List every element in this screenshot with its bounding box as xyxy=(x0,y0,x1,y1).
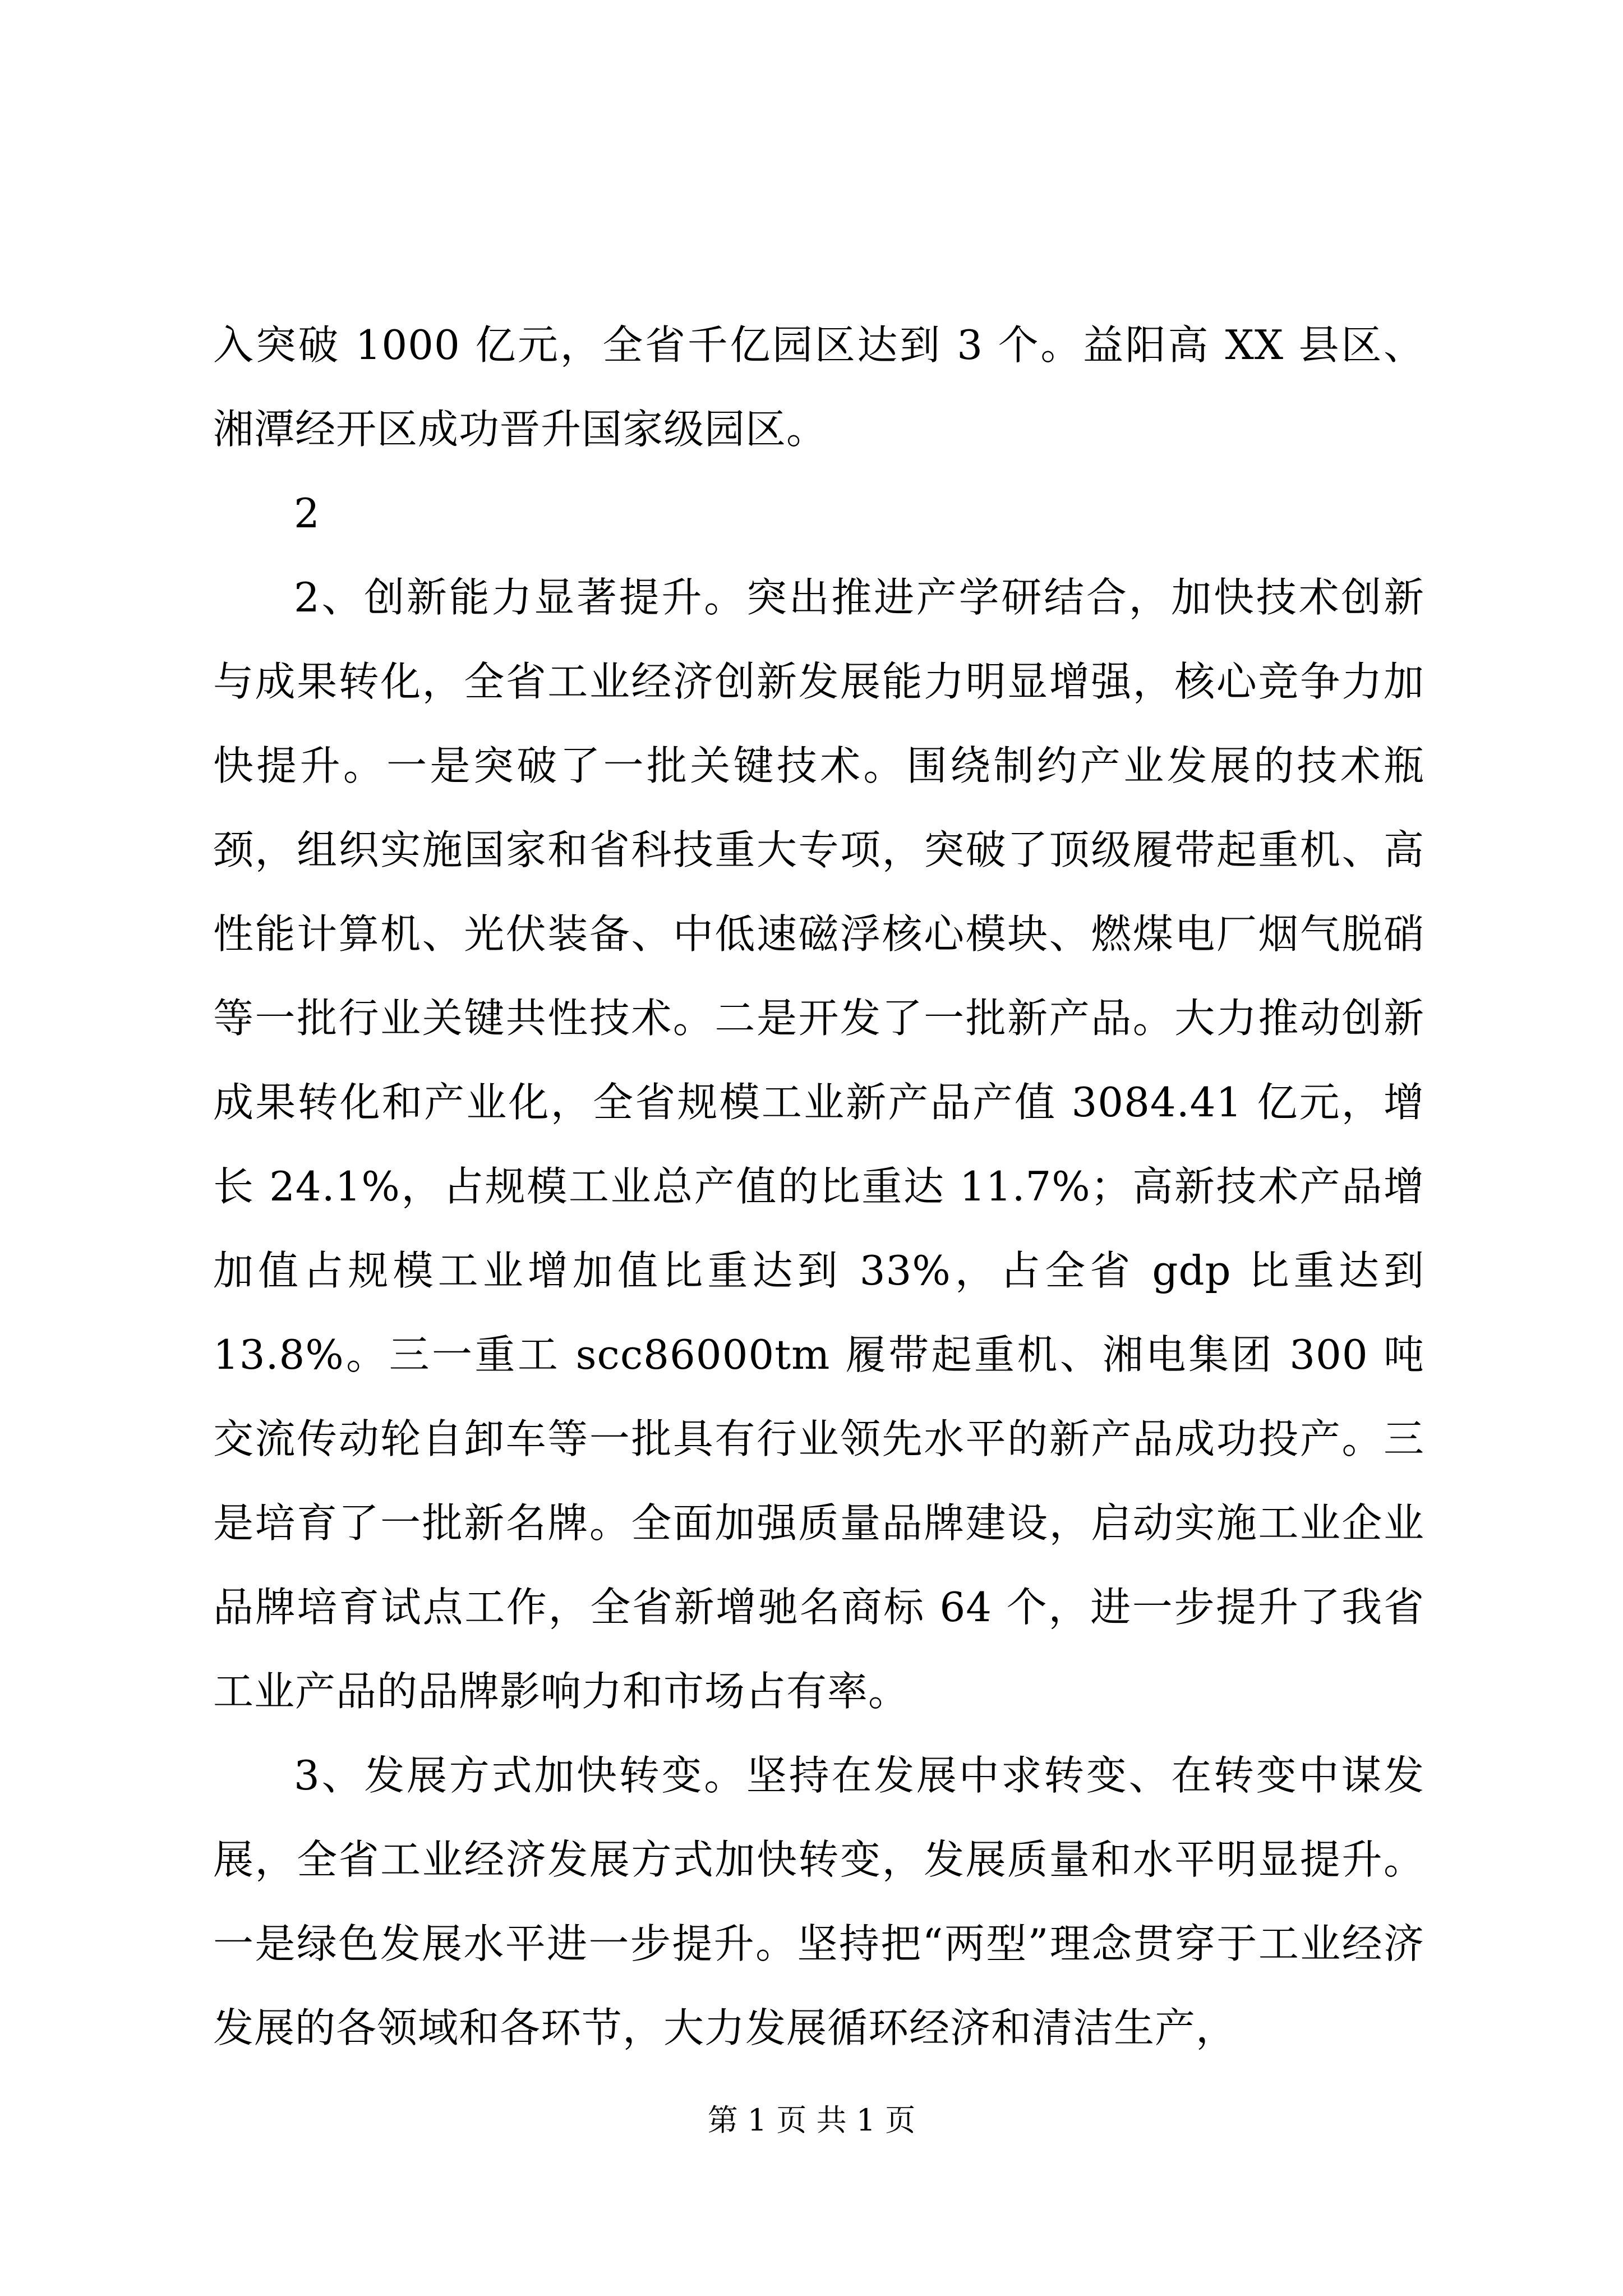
paragraph-development-mode: 3、发展方式加快转变。坚持在发展中求转变、在转变中谋发展，全省工业经济发展方式加快转变，发展质量和水平明显提升。一是绿色发展水平进一步提升。坚持把“两型”理念贯穿于工业经济发展的各领域和各环节，大力发展循环经济和清洁生产， xyxy=(213,1752,1424,2051)
paragraph-page-marker: 2 xyxy=(294,490,320,537)
paragraph-innovation: 2、创新能力显著提升。突出推进产学研结合，加快技术创新与成果转化，全省工业经济创新发展能力明显增强，核心竞争力加快提升。一是突破了一批关键技术。围绕制约产业发展的技术瓶颈，组织实施国家和省科技重大专项，突破了顶级履带起重机、高性能计算机、光伏装备、中低速磁浮核心模块、燃煤电厂烟气脱硝等一批行业关键共性技术。二是开发了一批新产品。大力推动创新成果转化和产业化，全省规模工业新产品产值 3084.41 亿元，增长 24.1%，占规模工业总产值的比重达 11.7%；高新技术产品增加值占规模工业增加值比重达到 33%，占全省 gdp 比重达到 13.8%。三一重工 scc86000tm 履带起重机、湘电集团 300 吨交流传动轮自卸车等一批具有行业领先水平的新产品成功投产。三是培育了一批新名牌。全面加强质量品牌建设，启动实施工业企业品牌培育试点工作，全省新增驰名商标 64 个，进一步提升了我省工业产品的品牌影响力和市场占有率。 xyxy=(213,574,1438,1715)
page-footer: 第 1 页 共 1 页 xyxy=(707,2102,916,2138)
document-body xyxy=(213,303,1438,2070)
paragraph-continuation: 入突破 1000 亿元，全省千亿园区达到 3 个。益阳高 XX 县区、湘潭经开区成功晋升国家级园区。 xyxy=(213,321,1424,453)
